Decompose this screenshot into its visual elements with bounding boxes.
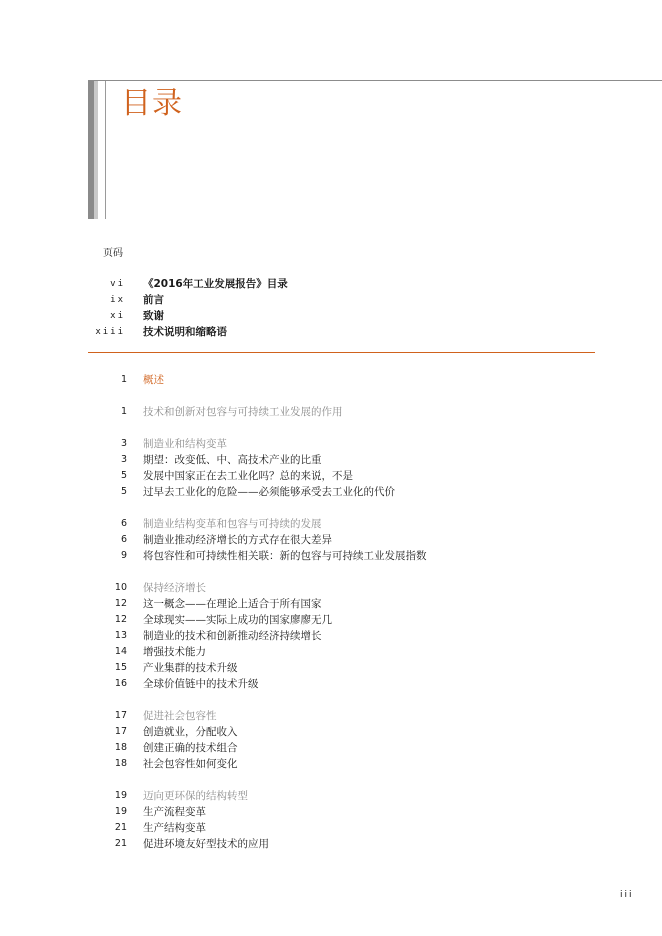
entry-page-number: 6 <box>120 534 127 545</box>
entry-page-number: xiii <box>95 327 125 337</box>
entry-title: 生产流程变革 <box>143 806 206 818</box>
entry-title: 这一概念——在理论上适合于所有国家 <box>143 598 322 610</box>
entry-page-number: vi <box>110 279 125 289</box>
toc-entry[interactable] <box>0 596 662 612</box>
toc-entry[interactable] <box>0 484 662 500</box>
entry-title: 社会包容性如何变化 <box>143 758 238 770</box>
entry-title: 迈向更环保的结构转型 <box>143 790 248 802</box>
entry-title: 《2016年工业发展报告》目录 <box>143 278 288 290</box>
toc-list <box>0 356 662 852</box>
toc-entry[interactable] <box>0 676 662 692</box>
toc-section-heading[interactable] <box>0 372 662 388</box>
toc-section-heading[interactable] <box>0 436 662 452</box>
front-matter-entry[interactable] <box>0 308 662 324</box>
toc-section-heading[interactable] <box>0 404 662 420</box>
toc-entry[interactable] <box>0 804 662 820</box>
entry-page-number: 18 <box>114 742 127 753</box>
toc-section-heading[interactable] <box>0 788 662 804</box>
entry-title: 全球价值链中的技术升级 <box>143 678 259 690</box>
toc-entry[interactable] <box>0 820 662 836</box>
decorative-bar-thin <box>105 81 106 219</box>
toc-entry[interactable] <box>0 660 662 676</box>
toc-section-heading[interactable] <box>0 516 662 532</box>
entry-page-number: 10 <box>114 582 127 593</box>
entry-title: 促进环境友好型技术的应用 <box>143 838 269 850</box>
toc-entry[interactable] <box>0 644 662 660</box>
toc-entry[interactable] <box>0 612 662 628</box>
entry-page-number: 19 <box>114 790 127 801</box>
entry-page-number: 14 <box>114 646 127 657</box>
front-matter-entry[interactable] <box>0 276 662 292</box>
toc-entry[interactable] <box>0 740 662 756</box>
entry-page-number: 5 <box>120 470 127 481</box>
toc-entry[interactable] <box>0 756 662 772</box>
toc-entry[interactable] <box>0 836 662 852</box>
entry-title: 产业集群的技术升级 <box>143 662 238 674</box>
section-gap <box>0 420 662 436</box>
section-gap <box>0 356 662 372</box>
entry-page-number: 16 <box>114 678 127 689</box>
entry-page-number: ix <box>110 295 125 305</box>
entry-page-number: 9 <box>120 550 127 561</box>
toc-entry[interactable] <box>0 452 662 468</box>
entry-title: 制造业和结构变革 <box>143 438 227 450</box>
entry-title: 技术和创新对包容与可持续工业发展的作用 <box>143 406 343 418</box>
entry-title: 发展中国家正在去工业化吗？总的来说，不是 <box>143 470 353 482</box>
section-gap <box>0 388 662 404</box>
toc-section-heading[interactable] <box>0 708 662 724</box>
entry-title: 制造业推动经济增长的方式存在很大差异 <box>143 534 332 546</box>
entry-page-number: 1 <box>120 374 127 385</box>
entry-title: 概述 <box>143 374 164 386</box>
toc-entry[interactable] <box>0 628 662 644</box>
entry-page-number: xi <box>110 311 125 321</box>
entry-title: 创造就业，分配收入 <box>143 726 238 738</box>
entry-title: 期望：改变低、中、高技术产业的比重 <box>143 454 322 466</box>
toc-section-heading[interactable] <box>0 580 662 596</box>
section-gap <box>0 772 662 788</box>
section-gap <box>0 500 662 516</box>
entry-title: 创建正确的技术组合 <box>143 742 238 754</box>
entry-title: 将包容性和可持续性相关联：新的包容与可持续工业发展指数 <box>143 550 427 562</box>
entry-page-number: 13 <box>114 630 127 641</box>
entry-title: 增强技术能力 <box>143 646 206 658</box>
entry-title: 过早去工业化的危险——必须能够承受去工业化的代价 <box>143 486 395 498</box>
entry-page-number: 21 <box>114 822 127 833</box>
section-divider <box>88 352 595 353</box>
entry-title: 制造业的技术和创新推动经济持续增长 <box>143 630 322 642</box>
toc-entry[interactable] <box>0 532 662 548</box>
entry-page-number: 19 <box>114 806 127 817</box>
page-title: 目录 <box>121 86 183 121</box>
entry-page-number: 12 <box>114 598 127 609</box>
entry-page-number: 6 <box>120 518 127 529</box>
entry-page-number: 21 <box>114 838 127 849</box>
toc-entry[interactable] <box>0 548 662 564</box>
page-number: iii <box>620 890 634 900</box>
entry-title: 生产结构变革 <box>143 822 206 834</box>
entry-title: 致谢 <box>143 310 164 322</box>
entry-page-number: 17 <box>114 710 127 721</box>
top-rule <box>88 80 662 81</box>
front-matter-entry[interactable] <box>0 324 662 340</box>
entry-page-number: 17 <box>114 726 127 737</box>
section-gap <box>0 692 662 708</box>
entry-title: 制造业结构变革和包容与可持续的发展 <box>143 518 322 530</box>
entry-page-number: 3 <box>120 438 127 449</box>
toc-entry[interactable] <box>0 724 662 740</box>
entry-page-number: 18 <box>114 758 127 769</box>
entry-page-number: 3 <box>120 454 127 465</box>
entry-page-number: 5 <box>120 486 127 497</box>
front-matter-list <box>0 276 662 340</box>
decorative-bar-light <box>94 81 98 219</box>
entry-title: 前言 <box>143 294 164 306</box>
entry-title: 全球现实——实际上成功的国家廖廖无几 <box>143 614 332 626</box>
section-gap <box>0 564 662 580</box>
entry-page-number: 12 <box>114 614 127 625</box>
page-column-label: 页码 <box>103 248 123 259</box>
entry-title: 保持经济增长 <box>143 582 206 594</box>
entry-page-number: 1 <box>120 406 127 417</box>
entry-page-number: 15 <box>114 662 127 673</box>
entry-title: 促进社会包容性 <box>143 710 217 722</box>
toc-entry[interactable] <box>0 468 662 484</box>
entry-title: 技术说明和缩略语 <box>143 326 227 338</box>
front-matter-entry[interactable] <box>0 292 662 308</box>
